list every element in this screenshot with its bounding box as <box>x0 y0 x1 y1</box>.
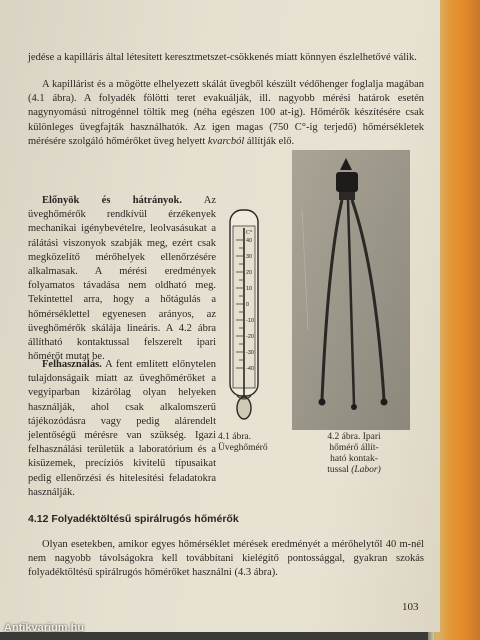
figure-2-caption: 4.2 ábra. Ipari hőmérő állít- ható kontak- tussal (Labor) <box>327 432 381 475</box>
page-number: 103 <box>402 601 419 613</box>
scale-label: 30 <box>246 254 253 260</box>
section-heading: 4.12 Folyadéktöltésű spirálrugós hőmérők <box>28 513 239 525</box>
scale-label: 40 <box>246 238 253 244</box>
industrial-thermometer-photo <box>292 150 410 430</box>
paragraph-advantages: Előnyök és hátrányok. Az üveghőmérők rendkívül érzékenyek mechanikai igénybevételre, leolvasásukat a rálátási viszonyok szabják meg, ezért csak megközelítő mérőhelyek ellenőrzésére alkalmasak. A mérési eredmények folyamatos távadása nem oldható meg. Tekintettel arra, hogy a hőtágulás a hőmérséklettel egyenesen arányos, az üveghőmérők skálája lineáris. A 4.2 ábra állítható kontaktussal felszerelt ipari hőmérőt mutat be. <box>28 195 216 363</box>
heading-usage: Felhasználás. <box>42 359 102 370</box>
scale-label: 10 <box>246 286 253 292</box>
scale-unit-label: C° <box>246 230 253 236</box>
scale-label: -20 <box>246 334 254 340</box>
scale-label: 0 <box>246 302 250 308</box>
scale-label: -40 <box>246 366 254 372</box>
heading-advantages: Előnyök és hátrányok. <box>42 195 183 206</box>
paragraph-1: jedése a kapilláris által létesített keresztmetszet-csökkenés miatt könnyen észlelhetővé válik. <box>28 52 417 63</box>
scale-label: 20 <box>246 270 253 276</box>
paragraph-usage: Felhasználás. A fent említett előnytelen tulajdonságaik miatt az üveghőmérőket a vegyiparban kizárólag olyan helyeken használják, ahol csak alkalomszerű tájékozódásra vagy pedig alárendelt jelentőségű mérésre van szükség. Igazi felhasználási területük a laboratórium és a kisüzemek, precíziós kivitelű típusaikat pedig ellenőrzési és hitelesítési feladatokra használják. <box>28 359 216 498</box>
glass-thermometer-figure <box>218 204 270 426</box>
watermark: Antikvarium.hu <box>4 622 85 634</box>
paragraph-2: A kapillárist és a mögötte elhelyezett skálát üvegből készült védőhenger foglalja magában (4.1 ábra). A folyadék fölötti teret evakuálják, ill. nagyobb mérési határok esetén nagynyomású nitrogénnel töltik meg (néha egészen 100 at-ig). Hőmérők készítésére csak különleges üvegfajták használhatók. Az igen magas (750 C°-ig terjedő) hőmérsékletek mérésére szolgáló hőmérőket üveg helyett kvarcból állítják elő. <box>28 79 424 147</box>
scale-label: -30 <box>246 350 254 356</box>
scale-label: -10 <box>246 318 254 324</box>
figure-1-caption: 4.1 ábra. Üveghőmérő <box>218 432 268 453</box>
paragraph-5: Olyan esetekben, amikor egyes hőmérséklet mérések eredményét a mérőhelytől 40 m-nél nem nagyobb távolságokra kell továbbítani kielégítő pontossággal, gyakran szokás folyadéktöltésű spirálrugós hőmérőket használni (4.3 ábra). <box>28 539 424 579</box>
